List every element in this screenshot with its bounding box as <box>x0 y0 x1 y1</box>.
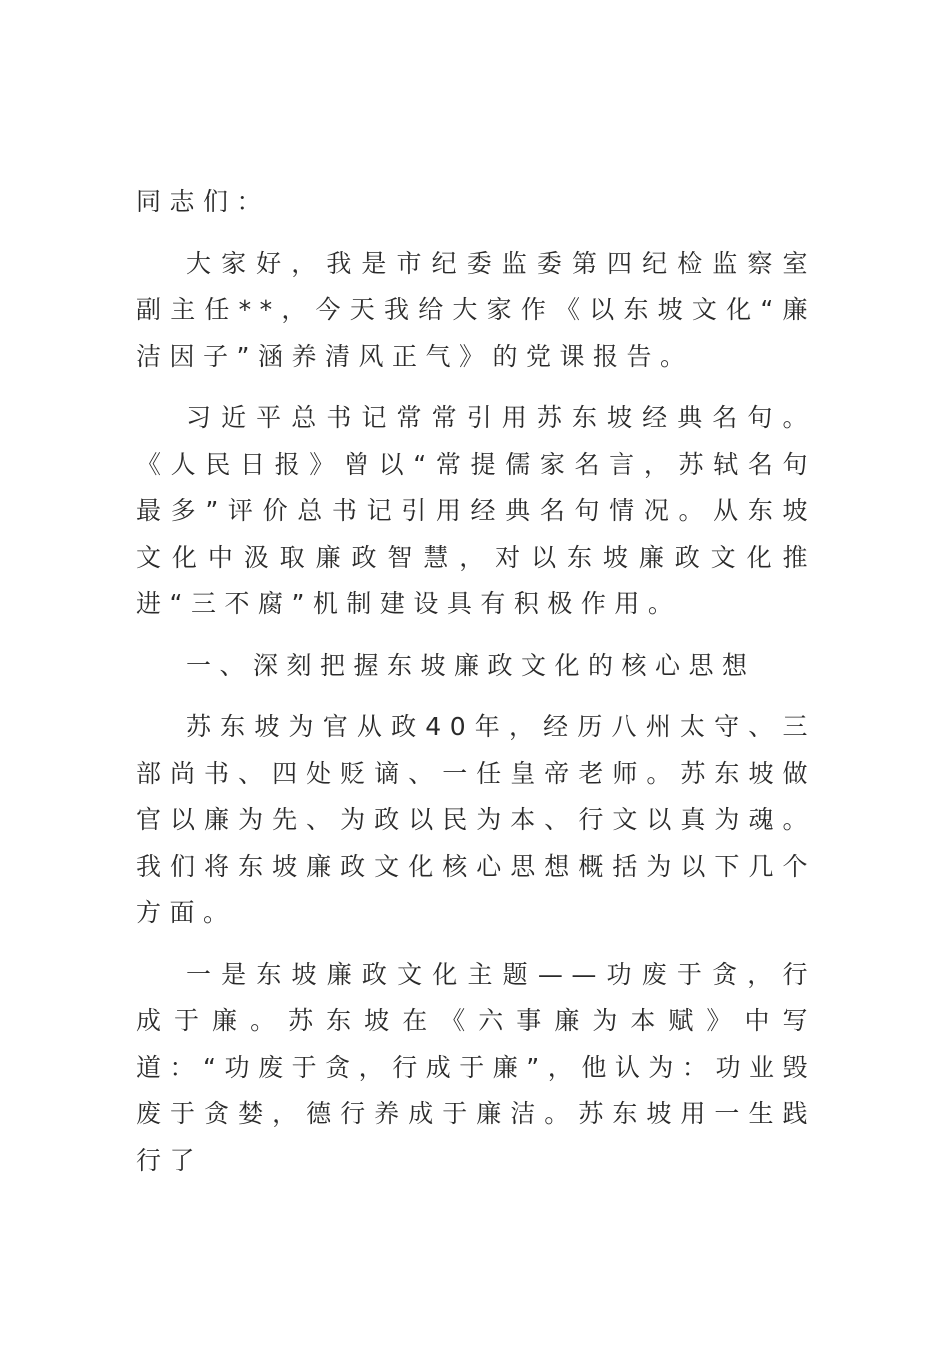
paragraph-greeting: 大家好，我是市纪委监委第四纪检监察室副主任**，今天我给大家作《以东坡文化“廉洁因子”涵养清风正气》的党课报告。 <box>136 248 816 371</box>
salutation: 同志们： <box>136 187 271 216</box>
paragraph-theme: 一是东坡廉政文化主题——功废于贪，行成于廉。苏东坡在《六事廉为本赋》中写道：“功废于贪，行成于廉”，他认为：功业毁废于贪婪，德行养成于廉洁。苏东坡用一生践行了 <box>136 959 816 1175</box>
paragraph-introduction: 习近平总书记常常引用苏东坡经典名句。《人民日报》曾以“常提儒家名言，苏轼名句最多”评价总书记引用经典名句情况。从东坡文化中汲取廉政智慧，对以东坡廉政文化推进“三不腐”机制建设具有积极作用。 <box>136 403 816 618</box>
document-body <box>136 179 816 1199</box>
section-heading-1: 一、深刻把握东坡廉政文化的核心思想 <box>186 650 756 680</box>
paragraph-career: 苏东坡为官从政40年，经历八州太守、三部尚书、四处贬谪、一任皇帝老师。苏东坡做官以廉为先、为政以民为本、行文以真为魂。我们将东坡廉政文化核心思想概括为以下几个方面。 <box>136 712 816 927</box>
